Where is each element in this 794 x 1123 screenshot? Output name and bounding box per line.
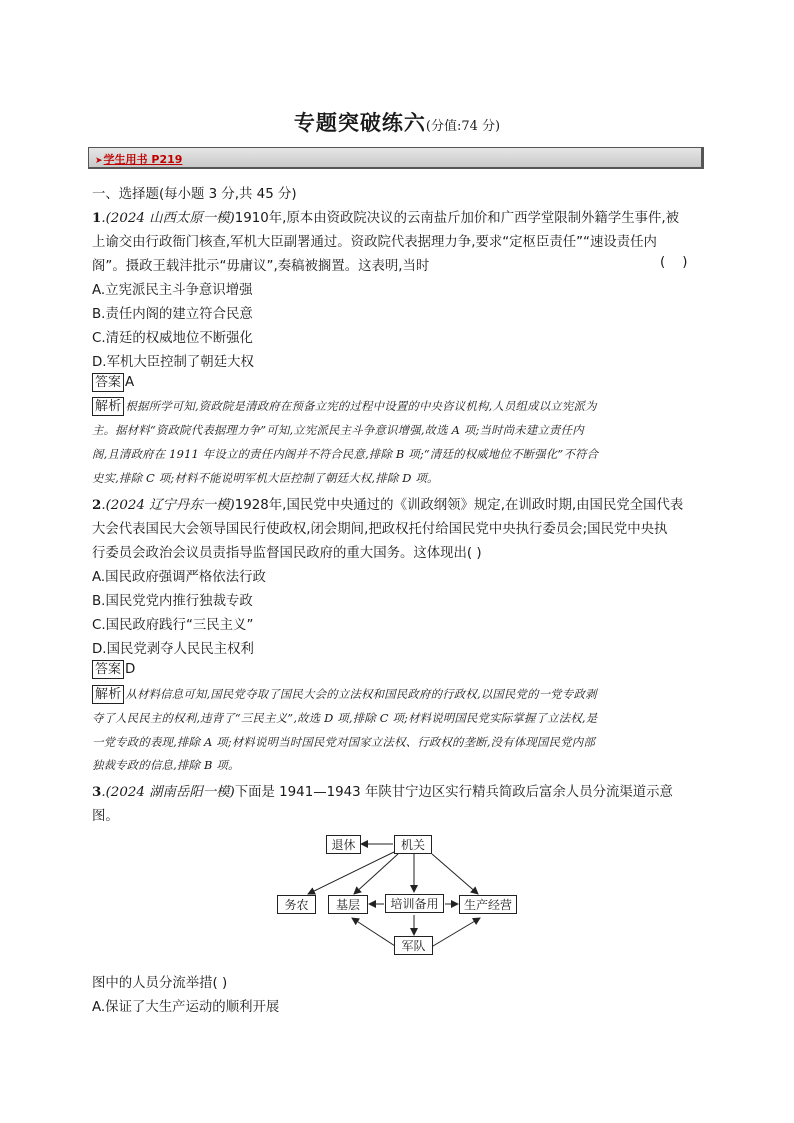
node-army: 军队 [394, 936, 433, 955]
q1-answer-value: A [125, 375, 135, 390]
q1-source: .(2024 山西太原一模) [101, 211, 235, 226]
node-grassroots: 基层 [328, 895, 368, 914]
node-training: 培训备用 [385, 894, 444, 913]
q1-analysis-line2: 主。据材料“资政院代表据理力争”可知,立宪派民主斗争意识增强,故选 A 项;当时尚未建立责任内 [92, 423, 584, 437]
node-retire: 退休 [326, 835, 361, 854]
reference-banner [88, 147, 704, 169]
q3-text1: 下面是 1941—1943 年陕甘宁边区实行精兵简政后富余人员分流渠道示意 [234, 785, 673, 800]
q2-line2: 大会代表国民大会领导国民行使政权,闭会期间,把政权托付给国民党中央执行委员会;国民党中央执 [92, 522, 668, 537]
q1-option-a[interactable]: A.立宪派民主斗争意识增强 [92, 283, 253, 298]
node-farm: 务农 [277, 895, 316, 914]
q3-line1 [92, 781, 673, 800]
q2-line3: 行委员会政治会议员责指导监督国民政府的重大国务。这体现出( ) [92, 546, 482, 561]
q2-answer [92, 660, 135, 679]
q2-analysis-line1 [92, 685, 597, 704]
q1-answer [92, 373, 134, 392]
q2-option-b[interactable]: B.国民党党内推行独裁专政 [92, 594, 253, 609]
q1-line1 [92, 207, 679, 226]
title-text: 专题突破练六 [293, 111, 426, 135]
q1-answer-blank: ( ) [660, 255, 688, 270]
answer-tag: 答案 [92, 660, 124, 679]
arrow-org-grassroots [354, 854, 398, 894]
q1-analysis-text1: 根据所学可知,资政院是清政府在预备立宪的过程中设置的中央咨议机构,人员组成以立宪派为 [125, 399, 597, 413]
q3-source: .(2024 湖南岳阳一模) [101, 785, 235, 800]
section-heading: 一、选择题(每小题 3 分,共 45 分) [92, 187, 297, 202]
q2-analysis-text1: 从材料信息可知,国民党夺取了国民大会的立法权和国民政府的行政权,以国民党的一党专政剥 [125, 687, 597, 701]
q3-line2: 图。 [92, 809, 119, 824]
page-title [0, 107, 794, 137]
q3-number: 3 [92, 784, 102, 800]
q2-analysis-line4: 独裁专政的信息,排除 B 项。 [92, 758, 240, 772]
arrow-army-production [433, 918, 480, 946]
q2-number: 2 [92, 497, 102, 513]
q1-analysis-line4: 史实,排除 C 项;材料不能说明军机大臣控制了朝廷大权,排除 D 项。 [92, 471, 439, 485]
q2-option-d[interactable]: D.国民党剥夺人民民主权利 [92, 642, 254, 657]
q2-answer-value: D [125, 662, 136, 677]
q3-line3: 图中的人员分流举措( ) [92, 976, 228, 991]
analysis-tag: 解析 [92, 397, 124, 416]
q2-text1: 1928年,国民党中央通过的《训政纲领》规定,在训政时期,由国民党全国代表 [234, 498, 684, 513]
answer-tag: 答案 [92, 373, 124, 392]
q1-analysis-line1 [92, 397, 597, 416]
q1-analysis-line3: 阁,且清政府在 1911 年设立的责任内阁并不符合民意,排除 B 项;“清廷的权威地位不断强化”不符合 [92, 447, 599, 461]
student-book-link[interactable]: ➤ 学生用书 P219 [95, 151, 182, 167]
arrow-army-grassroots [352, 918, 395, 946]
node-org: 机关 [394, 835, 432, 854]
q1-option-b[interactable]: B.责任内阁的建立符合民意 [92, 307, 253, 322]
q2-line1 [92, 494, 683, 513]
q1-option-c[interactable]: C.清廷的权威地位不断强化 [92, 331, 253, 346]
score-note: (分值:74 分) [425, 119, 501, 134]
q1-line3: 阁”。摄政王载沣批示“毋庸议”,奏稿被搁置。这表明,当时 [92, 259, 430, 274]
q3-option-a[interactable]: A.保证了大生产运动的顺利开展 [92, 1000, 280, 1015]
q1-line2: 上谕交由行政衙门核查,军机大臣副署通过。资政院代表据理力争,要求“定枢臣责任”“速设责任内 [92, 235, 657, 250]
analysis-tag: 解析 [92, 685, 124, 704]
q1-number: 1 [92, 210, 102, 226]
q2-source: .(2024 辽宁丹东一模) [101, 498, 235, 513]
arrow-org-farm [308, 852, 394, 894]
q2-analysis-line3: 一党专政的表现,排除 A 项;材料说明当时国民党对国家立法权、行政权的垄断,没有体现国民党内部 [92, 735, 595, 749]
q2-option-a[interactable]: A.国民政府强调严格依法行政 [92, 570, 266, 585]
q1-text1: 1910年,原本由资政院决议的云南盐斤加价和广西学堂限制外籍学生事件,被 [234, 211, 680, 226]
node-production: 生产经营 [459, 895, 517, 914]
arrow-org-production [432, 854, 478, 894]
q1-option-d[interactable]: D.军机大臣控制了朝廷大权 [92, 355, 254, 370]
q2-option-c[interactable]: C.国民政府践行“三民主义” [92, 618, 254, 633]
flow-diagram [270, 830, 530, 960]
q2-analysis-line2: 夺了人民民主的权利,违背了“三民主义”,故选 D 项,排除 C 项;材料说明国民党实际掌握了立法权,是 [92, 711, 598, 725]
